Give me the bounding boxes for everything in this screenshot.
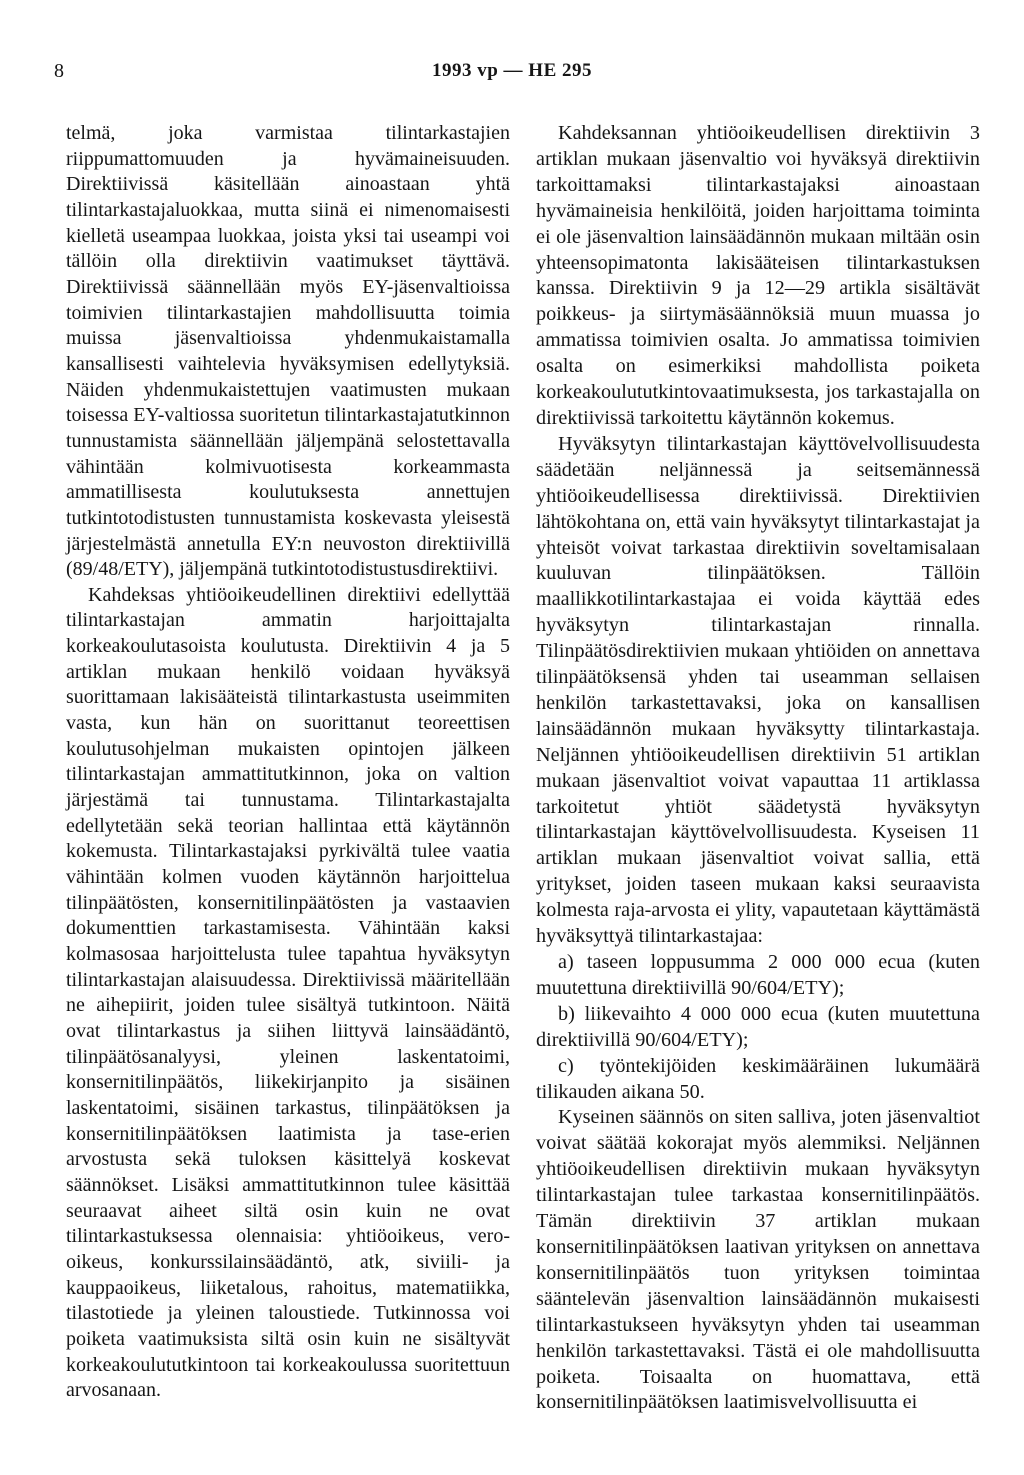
paragraph-good-repute: Kahdeksannan yhtiöoikeudellisen direktiivin 3 artiklan mukaan jäsenvaltio voi hyväksyä direktiivin tarkoittamaksi tilintarkastajaksi ainoastaan hyvämaineisia henkilöitä, joiden harjoittama toiminta ei ole jäsenvaltion lainsäädännön mukaan miltään osin yhteensopimatonta lakisääteisen tilintarkastuksen kanssa. Direktiivin 9 ja 12—29 artikla sisältävät poikkeus- ja siirtymäsäännöksiä muun muassa jo ammatissa toimivien osalta. Jo ammatissa toimivien osalta on esimerkiksi mahdollista poiketa korkeakoulututkintovaatimuksesta, jos tarkastajalla on direktiivissä tarkoitettu käytännön kokemus. [536,122,980,429]
paragraph-independence-continued: telmä, joka varmistaa tilintarkastajien riippumattomuuden ja hyvämaineisuuden. Direktiivissä käsitellään ainoastaan yhtä tilintarkastajaluokkaa, mutta siinä ei nimenomaisesti kielletä useampaa luokkaa, joista yksi tai useampi voi tällöin olla direktiivin vaatimukset täyttävä. Direktiivissä säännellään myös EY-jäsenvaltioissa toimivien tilintarkastajien mahdollisuutta toimia muissa jäsenvaltioissa yhdenmukaistamalla kansallisesti vaihtelevia hyväksymisen edellytyksiä. Näiden yhdenmukaistettujen vaatimusten mukaan toisessa EY-valtiossa suoritetun tilintarkastajatutkinnon tunnustamista säännellään jäljempänä selostettavalla vähintään kolmivuotisesta korkeammasta ammatillisesta koulutuksesta annettujen tutkintotodistusten tunnustamista koskevasta yleisestä järjestelmästä annetulla EY:n neuvoston direktiivillä (89/48/ETY), jäljempänä tutkintotodistustusdirektiivi. [66,122,510,581]
right-column [536,121,980,1416]
running-title: 1993 vp — HE 295 [431,60,593,81]
page-number: 8 [54,60,64,82]
list-item-employees: c) työntekijöiden keskimääräinen lukumäärä tilikauden aikana 50. [536,1054,980,1103]
paragraph-consolidated-accounts: Kyseinen säännös on siten salliva, joten jäsenvaltiot voivat säätää kokorajat myös alemmiksi. Neljännen yhtiöoikeudellisen direktiivin mukaan hyväksytyn tilintarkastajan tulee tarkastaa konsernitilinpäätös. Tämän direktiivin 37 artiklan mukaan konsernitilinpäätöksen laativan yrityksen on annettava konsernitilinpäätös tuon yrityksen toimintaa sääntelevän jäsenvaltion lainsäädännön mukaisesti tilintarkastukseen hyväksytyn yhden tai useamman henkilön tarkastettavaksi. Tästä ei ole mahdollisuutta poiketa. Toisaalta on huomattava, että konsernitilinpäätöksen laatimisvelvollisuutta ei [536,1106,980,1414]
page-header [0,60,1024,94]
left-column [66,121,510,1404]
paragraph-eighth-directive-education: Kahdeksas yhtiöoikeudellinen direktiivi edellyttää tilintarkastajan ammatin harjoittajalta korkeakoulutasoista koulutusta. Direktiivin 4 ja 5 artiklan mukaan henkilö voidaan hyväksyä suorittamaan lakisääteistä tilintarkastusta useimmiten vasta, kun hän on suorittanut teoreettisen koulutusohjelman mukaisten opintojen jälkeen tilintarkastajan ammattitutkinnon, joka on valtion järjestämä tai tunnustama. Tilintarkastajalta edellytetään sekä teorian hallintaa että käytännön kokemusta. Tilintarkastajaksi pyrkivältä tulee vaatia vähintään kolmen vuoden käytännön harjoittelua tilinpäätösten, konsernitilinpäätösten ja vastaavien dokumenttien tarkastamisesta. Vähintään kaksi kolmasosaa harjoittelusta tulee tapahtua hyväksytyn tilintarkastajan alaisuudessa. Direktiivissä määritellään ne aihepiirit, joiden tulee sisältyä tutkintoon. Näitä ovat tilintarkastus ja siihen liittyvä lainsäädäntö, tilinpäätösanalyysi, yleinen laskentatoimi, konsernitilinpäätös, liikekirjanpito ja sisäinen laskentatoimi, sisäinen tarkastus, tilinpäätöksen ja konsernitilinpäätöksen laatimista ja tase-erien arvostusta sekä tuloksen käsittelyä koskevat säännökset. Lisäksi ammattitutkinnon tulee käsittää seuraavat aiheet siltä osin kuin ne ovat tilintarkastuksessa olennaisia: yhtiöoikeus, vero-oikeus, konkurssilainsäädäntö, atk, siviili- ja kauppaoikeus, liiketalous, rahoitus, matematiikka, tilastotiede ja yleinen taloustiede. Tutkinnossa voi poiketa vaatimuksista siltä osin kuin ne sisältyvät korkeakoulututkintoon tai korkeakoulussa suoritettuun arvosanaan. [66,583,510,1402]
list-item-balance-sheet: a) taseen loppusumma 2 000 000 ecua (kuten muutettuna direktiivillä 90/604/ETY); [536,951,980,999]
list-item-turnover: b) liikevaihto 4 000 000 ecua (kuten muutettuna direktiivillä 90/604/ETY); [536,1002,980,1051]
paragraph-auditor-obligation: Hyväksytyn tilintarkastajan käyttövelvollisuudesta säädetään neljännessä ja seitsemännessä yhtiöoikeudellisessa direktiivissä. Direktiivien lähtökohtana on, että vain hyväksytyt tilintarkastajat ja yhteisöt voivat tarkastaa direktiivin soveltamisalaan kuuluvan tilinpäätöksen. Tällöin maallikkotilintarkastajaa ei voida käyttää edes hyväksytyn tilintarkastajan rinnalla. Tilinpäätösdirektiivien mukaan yhtiöiden on annettava tilinpäätöksensä yhden tai useamman sellaisen henkilön tarkastettavaksi, joka on kansallisen lainsäädännön mukaan hyväksytty tilintarkastaja. Neljännen yhtiöoikeudellisen direktiivin 51 artiklan mukaan jäsenvaltiot voivat vapauttaa 11 artiklassa tarkoitetut yhtiöt säädetystä hyväksytyn tilintarkastajan käyttövelvollisuudesta. Kyseisen 11 artiklan mukaan jäsenvaltiot voivat sallia, että yritykset, joiden taseen mukaan kaksi seuraavista kolmesta raja-arvosta ei ylity, vapautetaan käyttämästä hyväksyttyä tilintarkastajaa: [536,432,980,948]
